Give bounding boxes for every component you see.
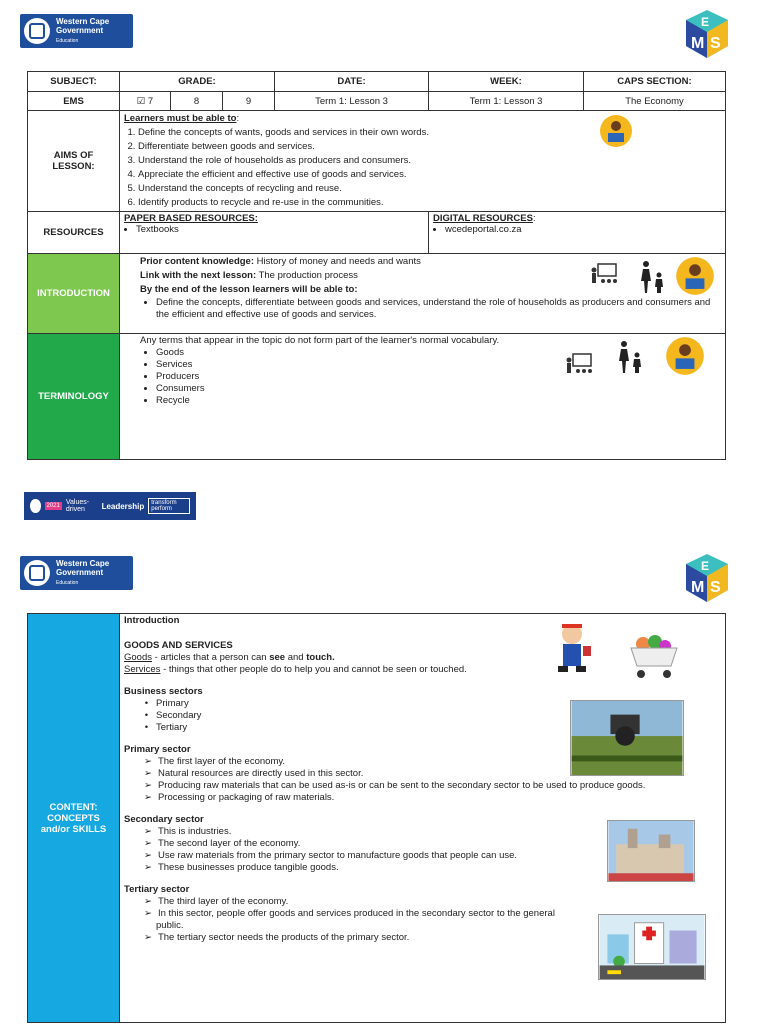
caps-header: CAPS SECTION:: [584, 72, 726, 92]
content-label: CONTENT: CONCEPTS and/or SKILLS: [28, 614, 120, 1023]
parent-child-icon: [615, 340, 645, 374]
introduction-cell: Prior content knowledge: History of money and needs and wants Link with the next lesson: The production process By the end of the lesson learners will be able to: • Define the concepts, differentiate between goods and services, understand the role of households as producers and consumers and the efficient and effective use of goods and services.: [120, 254, 726, 334]
ems-logo-icon: [682, 552, 732, 604]
factory-image: [607, 820, 695, 882]
western-cape-logo: Western Cape Government Education: [20, 14, 133, 48]
teacher-board-icon: [590, 262, 620, 288]
date-value: Term 1: Lesson 3: [275, 92, 429, 111]
date-header: DATE:: [275, 72, 429, 92]
ems-logo-icon: [682, 8, 732, 60]
content-table: [27, 613, 726, 1023]
caps-value: The Economy: [584, 92, 726, 111]
tractor-field-image: [570, 700, 684, 776]
svg-text:E: E: [701, 15, 710, 29]
reading-person-icon: [675, 256, 715, 296]
aims-list: 1. Define the concepts of wants, goods and services in their own words. 2. Differentiate between goods and services. 3. Understand the role of households as producers and consumers. 4. Appreciate the efficient and effective use of goods and services. 5. Understand the concepts of recycling and reuse. 6. Identify products to recycle and re-use in the communities.: [124, 126, 721, 210]
shopping-cart-icon: [625, 630, 683, 682]
digital-link[interactable]: • wcedeportal.co.za: [445, 224, 721, 235]
introduction-label: INTRODUCTION: [28, 254, 120, 334]
reading-person-icon: [665, 336, 705, 376]
aims-intro: Learners must be able to: [124, 113, 237, 124]
resources-label: RESOURCES: [28, 212, 120, 254]
terminology-label: TERMINOLOGY: [28, 334, 120, 460]
digital-resources-cell: DIGITAL RESOURCES: • wcedeportal.co.za: [429, 212, 726, 254]
reading-person-icon: [599, 114, 633, 148]
svg-text:M: M: [691, 35, 705, 52]
week-value: Term 1: Lesson 3: [429, 92, 584, 111]
subject-value: EMS: [28, 92, 120, 111]
crest-icon: [24, 560, 50, 586]
svg-text:E: E: [701, 559, 710, 573]
grade-header: GRADE:: [120, 72, 275, 92]
grade-9: 9: [223, 92, 275, 111]
aims-cell: Learners must be able to: 1. Define the concepts of wants, goods and services in their own words. 2. Differentiate between goods and services. 3. Understand the role of households as producers and consumers. 4. Appreciate the efficient and effective use of goods and services. 5. Understand the concepts of recycling and reuse. 6. Identify products to recycle and re-use in the communities.: [120, 111, 726, 212]
paper-resources-cell: PAPER BASED RESOURCES: • Textbooks: [120, 212, 429, 254]
teacher-board-icon: [565, 352, 595, 378]
leadership-banner: 2021 Values-driven Leadership transform perform: [24, 492, 196, 520]
svg-text:M: M: [691, 579, 705, 596]
crest-icon: [24, 18, 50, 44]
terminology-cell: Any terms that appear in the topic do not form part of the learner's normal vocabulary. • Goods • Services • Producers • Consumers • Recycle: [120, 334, 726, 460]
grade-8: 8: [171, 92, 223, 111]
hospital-city-image: [598, 914, 706, 980]
week-header: WEEK:: [429, 72, 584, 92]
lesson-table: [27, 71, 726, 460]
svg-text:S: S: [710, 35, 721, 52]
subject-header: SUBJECT:: [28, 72, 120, 92]
content-cell: Introduction GOODS AND SERVICES Goods - articles that a person can see and touch. Services - things that other people do to help you and cannot be seen or touched. Business sectors • Primary • Secondary • Tertiary Primary sector ➢ The first layer of the economy. ➢ Natural resources are directly used in this sector. ➢ Producing raw materials that can be used as-is or can be sent to the secondary sector to be used to produce goods. ➢ Processing or packaging of raw materials. Secondary sector ➢ This is industries. ➢ The second layer of the economy. ➢ Use raw materials from the primary sector to manufacture goods that people can use. ➢ These businesses produce tangible goods. Tertiary sector ➢ The third layer of the economy. ➢ In this sector, people offer goods and services produced in the secondary sector to the general public. ➢ The tertiary sector needs the products of the primary sector.: [120, 614, 726, 1023]
mechanic-cartoon-icon: [550, 620, 596, 680]
parent-child-icon: [637, 260, 667, 294]
western-cape-logo: Western Cape Government Education: [20, 556, 133, 590]
crest-icon: [30, 499, 41, 513]
aims-label: AIMS OF LESSON:: [28, 111, 120, 212]
svg-text:S: S: [710, 579, 721, 596]
grade-7: ☑ 7: [120, 92, 171, 111]
